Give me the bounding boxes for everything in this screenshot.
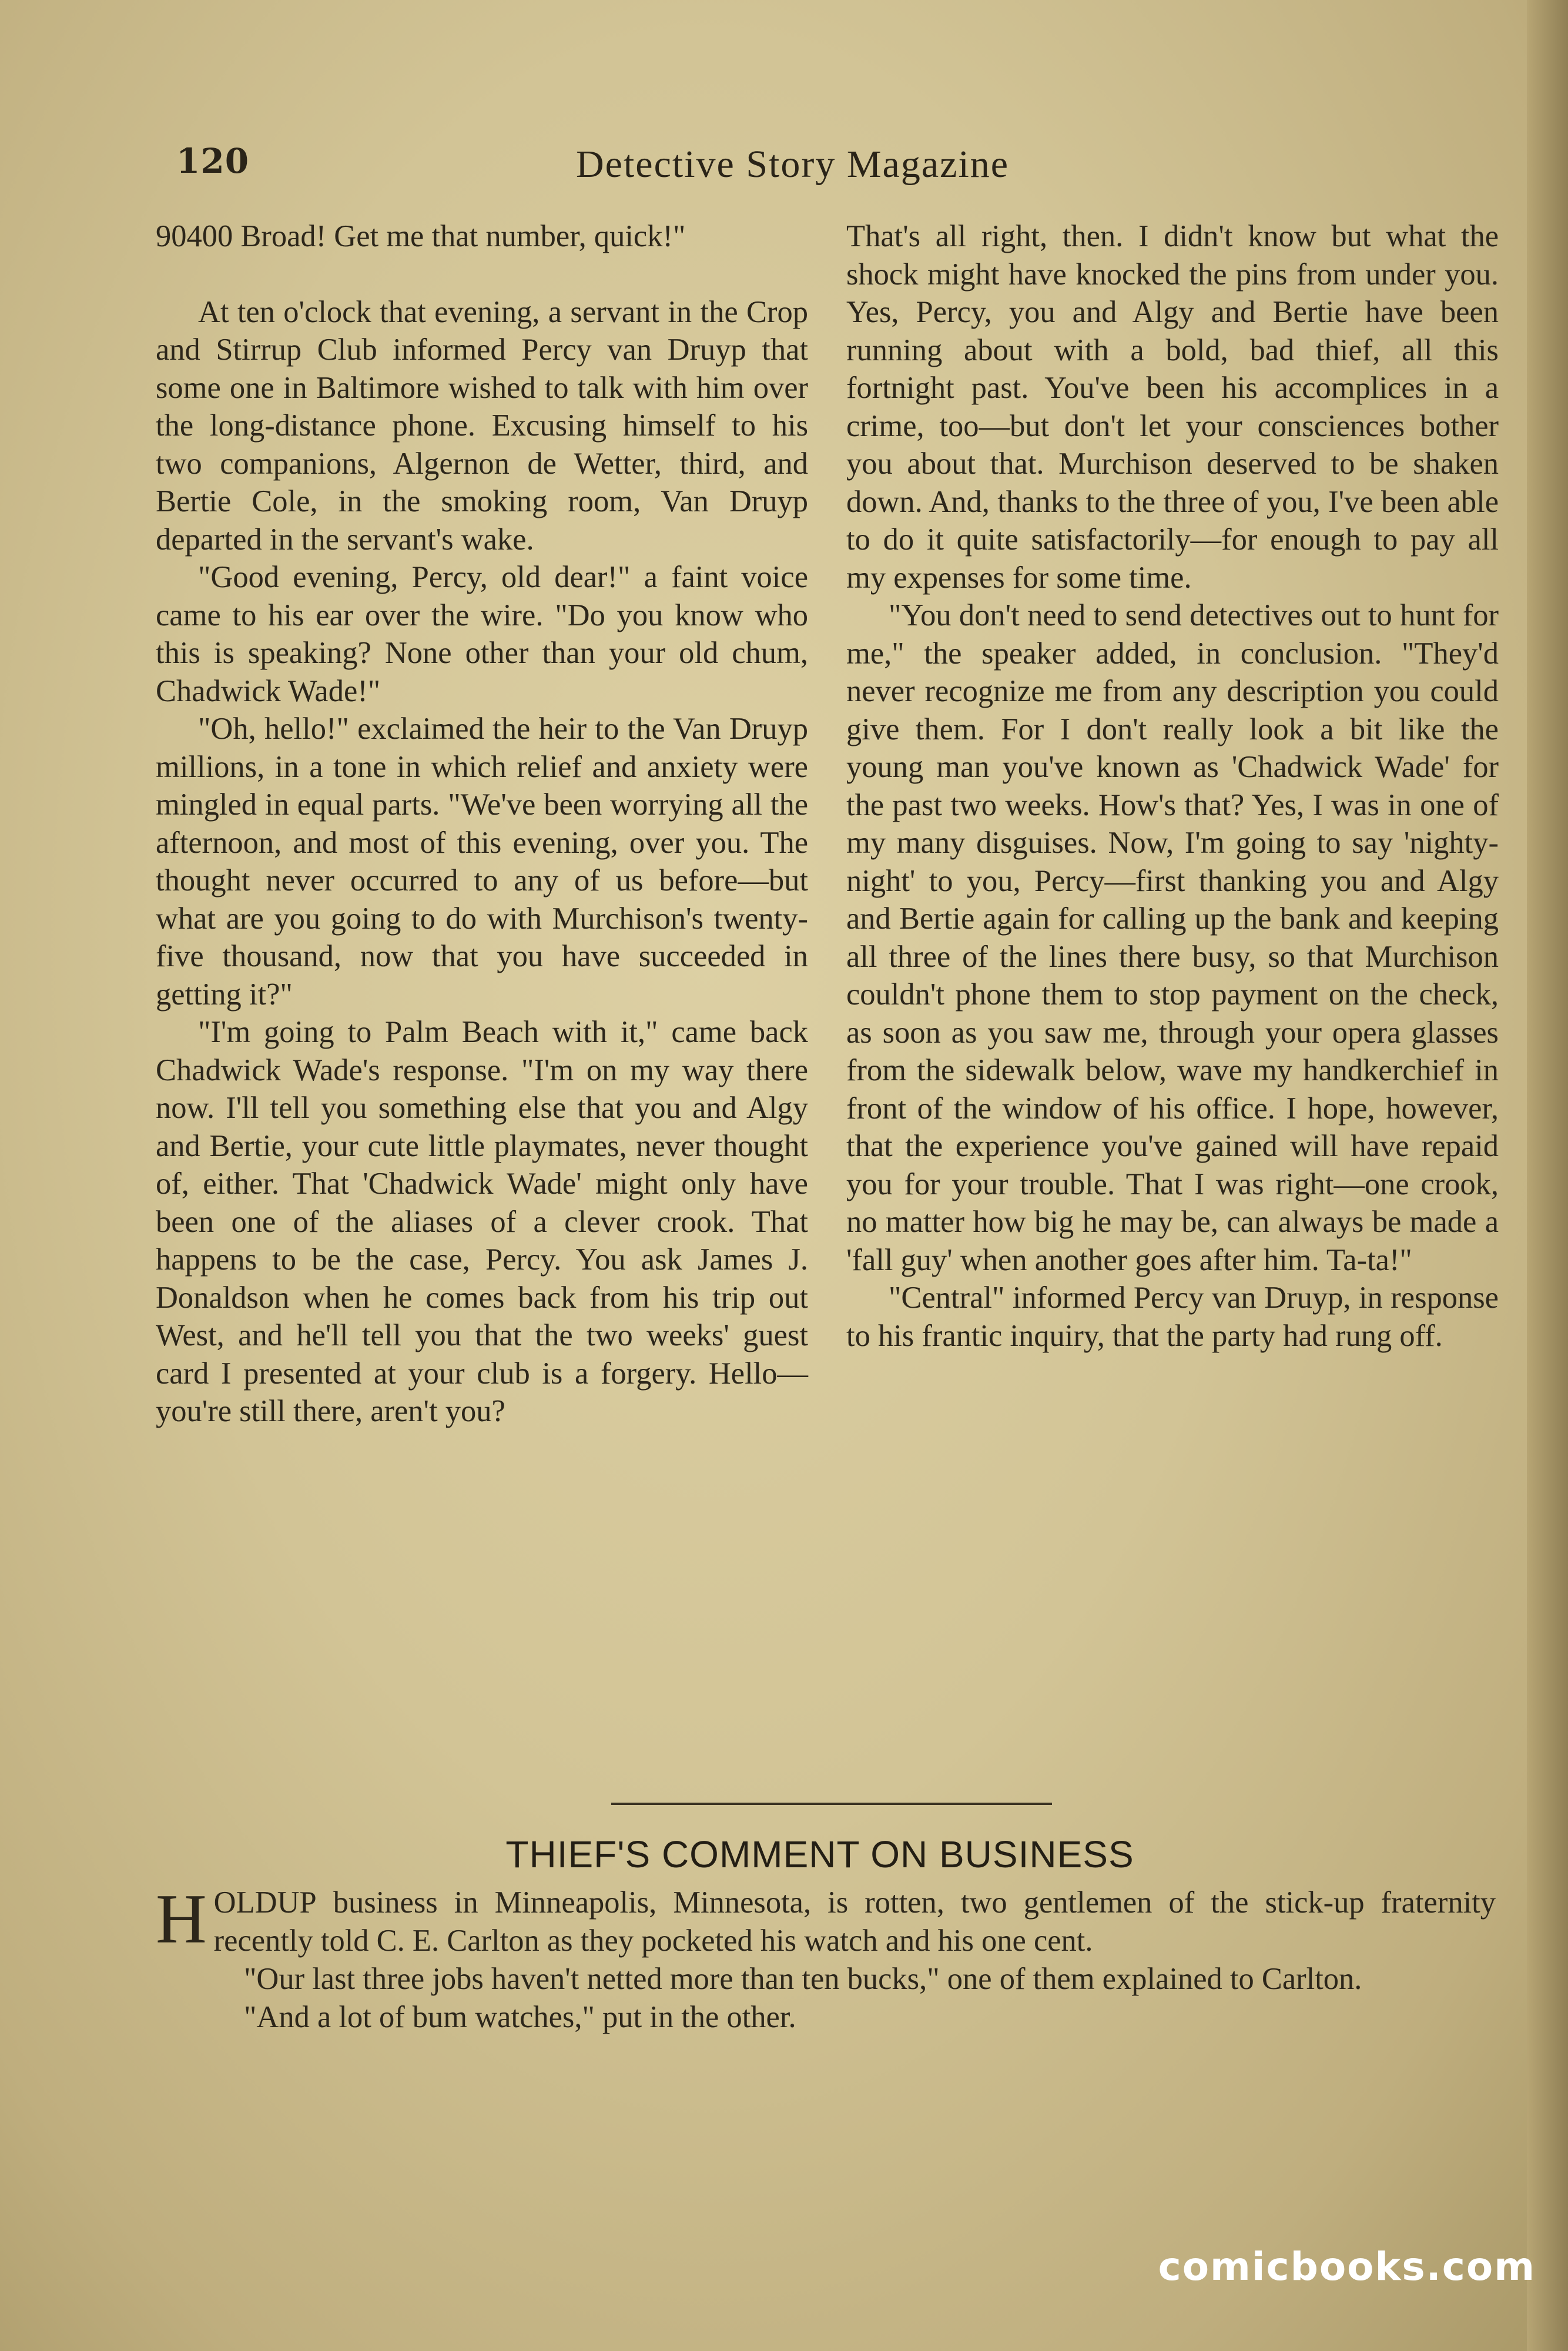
paragraph: "You don't need to send detectives out to hunt for me," the speaker added, in conclusion. "They'd never recognize me from any description you could give them. For I don't really look a bit like the young man you've known as 'Chadwick Wade' for the past two weeks. How's that? Yes, I was in one of my many disguises. Now, I'm going to say 'nighty-night' to you, Percy—first thanking you and Algy and Bertie again for calling up the bank and keeping all three of the lines there busy, so that Murchison couldn't phone them to stop payment on the check, as soon as you saw me, through your opera glasses from the sidewalk below, wave my handkerchief in front of the window of his office. I hope, however, that the experience you've gained will have repaid you for your trouble. That I was right—one crook, no matter how big he may be, can always be made a 'fall guy' when another goes after him. Ta-ta!" <box>846 598 1499 1277</box>
paragraph: "Oh, hello!" exclaimed the heir to the Van Druyp millions, in a tone in which relief and anxiety were mingled in equal parts. "We've been worrying all the afternoon, and most of this evening, over you. The thought never occurred to any of us before—but what are you going to do with Murchison's twenty-five thousand, now that you have succeeded in getting it?" <box>156 712 808 1012</box>
paragraph: "Good evening, Percy, old dear!" a faint voice came to his ear over the wire. "Do you know who this is speaking? None other than your old chum, Chadwick Wade!" <box>156 560 808 708</box>
paragraph: At ten o'clock that evening, a servant in the Crop and Stirrup Club informed Percy van Druyp that some one in Baltimore wished to talk with him over the long-distance phone. Excusing himself to his two companions, Algernon de Wetter, third, and Bertie Cole, in the smoking room, Van Druyp departed in the servant's wake. <box>156 294 808 557</box>
page-number: 120 <box>176 141 250 181</box>
page-header <box>176 141 1469 206</box>
section-divider <box>611 1803 1052 1805</box>
article-lead-paragraph <box>156 1880 1496 1960</box>
drop-cap: H <box>156 1880 207 1958</box>
right-column <box>846 217 1499 1355</box>
running-title: Detective Story Magazine <box>576 143 1010 186</box>
lead-caps: OLDUP <box>213 1886 317 1920</box>
left-column <box>156 217 808 1431</box>
watermark: comicbooks.com <box>1158 2244 1536 2289</box>
paragraph: 90400 Broad! Get me that number, quick!" <box>156 219 686 253</box>
page-edge <box>1527 0 1568 2351</box>
paragraph: That's all right, then. I didn't know but what the shock might have knocked the pins from under you. Yes, Percy, you and Algy and Bertie have been running about with a bold, bad thief, all this fortnight past. You've been his accomplices in a crime, too—but don't let your consciences bother you about that. Murchison deserved to be shaken down. And, thanks to the three of you, I've been able to do it quite satisfactorily—for enough to pay all my expenses for some time. <box>846 219 1499 595</box>
story-columns <box>156 217 1499 1793</box>
short-article <box>156 1880 1496 2037</box>
paragraph: "Central" informed Percy van Druyp, in response to his frantic inquiry, that the party had rung off. <box>846 1281 1499 1353</box>
paragraph: "Our last three jobs haven't netted more than ten bucks," one of them explained to Carlton. <box>244 1962 1362 1996</box>
article-title: THIEF'S COMMENT ON BUSINESS <box>505 1833 1134 1876</box>
lead-text: business in Minneapolis, Minnesota, is rotten, two gentlemen of the stick-up fraternity recently told C. E. Carlton as they pocketed his watch and his one cent. <box>213 1886 1496 1958</box>
paragraph: "And a lot of bum watches," put in the other. <box>244 2000 796 2034</box>
paragraph: "I'm going to Palm Beach with it," came back Chadwick Wade's response. "I'm on my way there now. I'll tell you something else that you and Algy and Bertie, your cute little playmates, never thought of, either. That 'Chadwick Wade' might only have been one of the aliases of a clever crook. That happens to be the case, Percy. You ask James J. Donaldson when he comes back from his trip out West, and he'll tell you that the two weeks' guest card I presented at your club is a forgery. Hello—you're still there, aren't you? <box>156 1015 808 1428</box>
